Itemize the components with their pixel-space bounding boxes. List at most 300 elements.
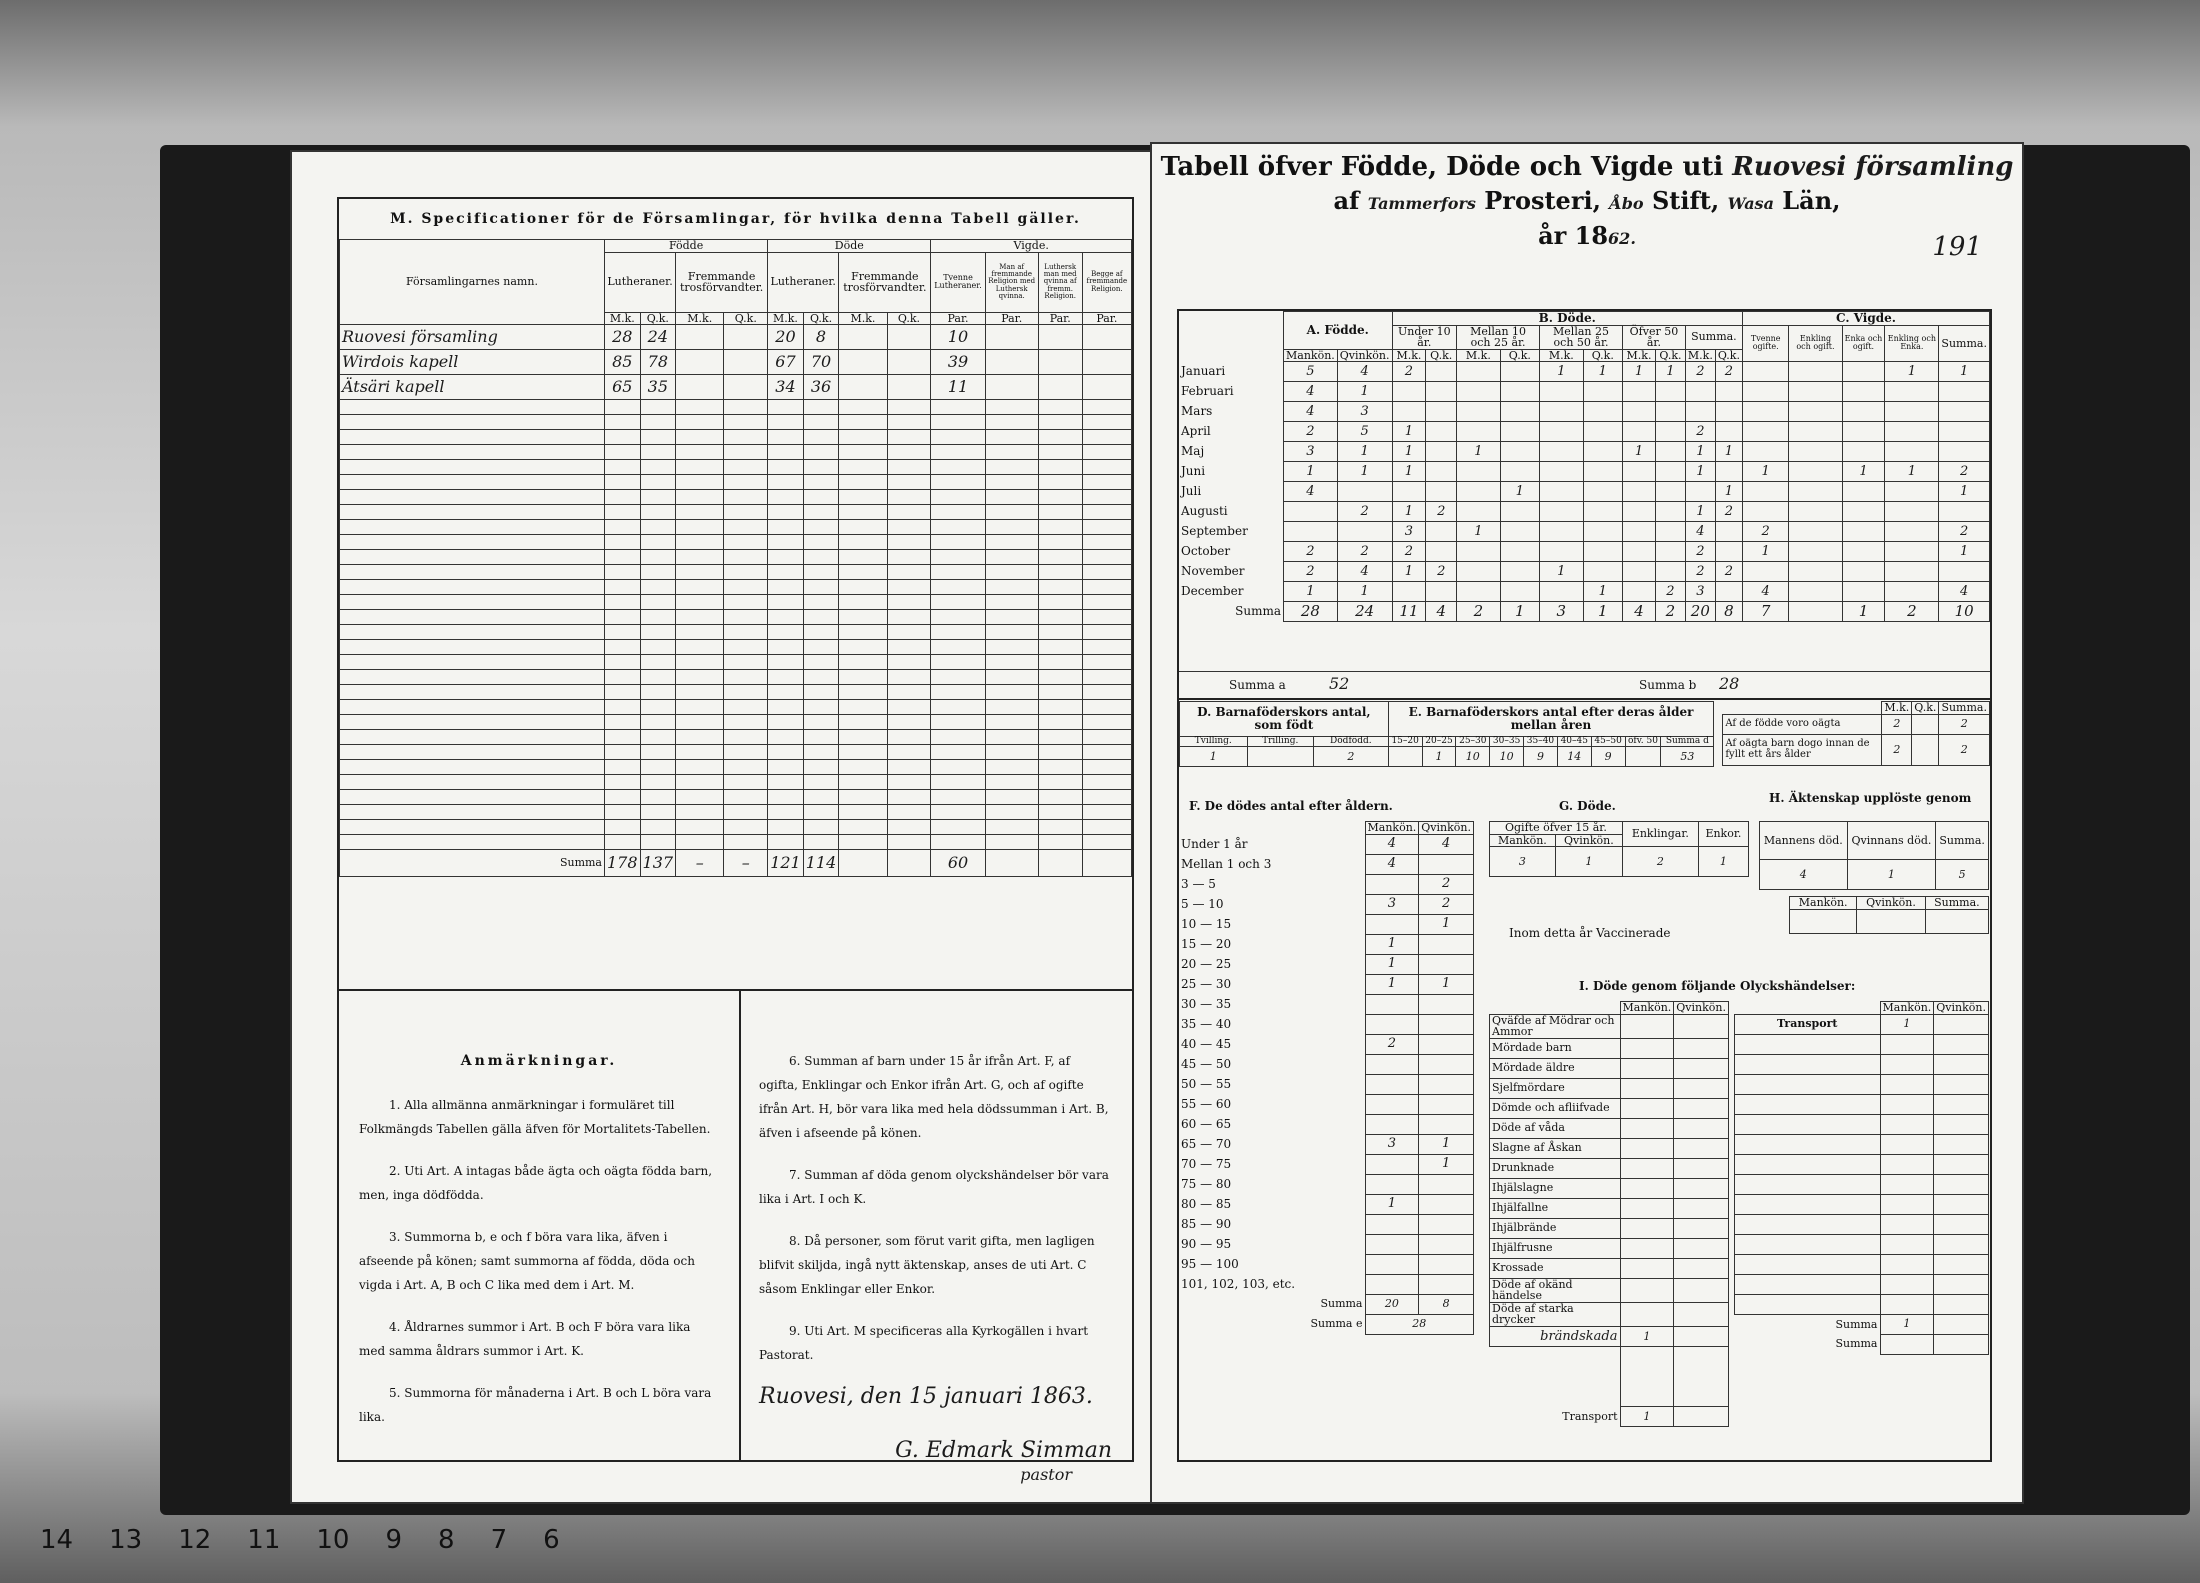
blank-cell xyxy=(1082,430,1131,445)
month-cell xyxy=(1622,522,1655,542)
sub-tvenne: Tvenne Lutheraner. xyxy=(931,252,985,312)
age-qvin: 1 xyxy=(1419,1154,1474,1174)
month-cell xyxy=(1500,382,1539,402)
blank-cell xyxy=(640,730,676,745)
blank-cell xyxy=(340,775,605,790)
age-label: Under 1 år xyxy=(1181,836,1248,851)
month-summa-cell: 10 xyxy=(1939,602,1990,622)
cause2-qvin xyxy=(1934,1054,1989,1074)
age-qvin: 1 xyxy=(1419,1134,1474,1154)
illeg-v1-qk xyxy=(1912,714,1939,734)
blank-cell xyxy=(768,805,804,820)
blank-cell xyxy=(640,595,676,610)
blank-cell xyxy=(985,835,1038,850)
blank-cell xyxy=(931,805,985,820)
blank-cell xyxy=(768,400,804,415)
cause-label: Ihjälfrusne xyxy=(1490,1238,1621,1258)
month-cell xyxy=(1885,522,1939,542)
age-row xyxy=(1179,954,1474,974)
blank-cell xyxy=(803,775,839,790)
month-cell: 4 xyxy=(1742,582,1788,602)
blank-cell xyxy=(803,730,839,745)
month-cell xyxy=(1789,562,1842,582)
cause2-man xyxy=(1880,1294,1934,1314)
month-cell xyxy=(1457,422,1500,442)
age-table xyxy=(1179,821,1474,1335)
age-label: 60 — 65 xyxy=(1181,1116,1232,1131)
blank-cell xyxy=(985,415,1038,430)
month-cell: 2 xyxy=(1655,582,1685,602)
blank-row xyxy=(340,670,1132,685)
blank-cell xyxy=(931,745,985,760)
age-label: 55 — 60 xyxy=(1181,1096,1232,1111)
b-group-summa: Summa. xyxy=(1685,325,1742,349)
cause-row xyxy=(1490,1038,1729,1058)
cause-row xyxy=(1490,1138,1729,1158)
cause-qvin xyxy=(1674,1098,1729,1118)
blank-cell xyxy=(931,790,985,805)
blank-cell xyxy=(340,670,605,685)
month-name: April xyxy=(1181,424,1211,439)
blank-cell xyxy=(1082,790,1131,805)
month-cell xyxy=(1500,462,1539,482)
month-row xyxy=(1179,442,1990,462)
age-qvin xyxy=(1419,1214,1474,1234)
cause-qvin xyxy=(1674,1014,1729,1038)
blank-cell xyxy=(605,610,641,625)
month-cell xyxy=(1885,482,1939,502)
month-cell: 1 xyxy=(1337,442,1392,462)
notes-title: Anmärkningar. xyxy=(460,1053,618,1069)
summa-row xyxy=(340,850,1132,877)
blank-cell xyxy=(931,775,985,790)
month-cell xyxy=(1622,582,1655,602)
note-item: 1. Alla allmänna anmärkningar i formuläret till Folkmängds Tabellen gälla äfven för Mortalitets-Tabellen. xyxy=(359,1098,711,1136)
blank-cell xyxy=(340,625,605,640)
month-cell xyxy=(1715,422,1742,442)
blank-cell xyxy=(676,715,724,730)
age-man xyxy=(1365,1074,1419,1094)
age-man xyxy=(1365,994,1419,1014)
h-col-qvinnans: Qvinnans död. xyxy=(1847,822,1936,860)
cause-qvin xyxy=(1674,1078,1729,1098)
cause2-label xyxy=(1735,1234,1881,1254)
month-cell xyxy=(1583,462,1622,482)
blank-cell xyxy=(640,445,676,460)
blank-cell xyxy=(931,685,985,700)
age-label: 65 — 70 xyxy=(1181,1136,1232,1151)
parish-row-cell: 65 xyxy=(605,375,641,400)
month-rows xyxy=(1179,362,1990,622)
month-cell xyxy=(1715,402,1742,422)
blank-cell xyxy=(887,775,931,790)
summa-cell: – xyxy=(676,850,724,877)
month-cell xyxy=(1426,482,1457,502)
blank-cell xyxy=(1038,430,1082,445)
blank-cell xyxy=(605,625,641,640)
blank-cell xyxy=(768,790,804,805)
blank-cell xyxy=(640,835,676,850)
age-man xyxy=(1365,1054,1419,1074)
month-cell xyxy=(1715,382,1742,402)
month-cell xyxy=(1789,462,1842,482)
parish-row-cell xyxy=(1082,325,1131,350)
blank-cell xyxy=(1082,625,1131,640)
unit-6: M.k. xyxy=(839,312,887,325)
col-parish-name: Församlingarnes namn. xyxy=(340,240,605,325)
b-unit-qk: Q.k. xyxy=(1500,349,1539,362)
age-qvin xyxy=(1419,1094,1474,1114)
blank-cell xyxy=(839,475,887,490)
month-cell xyxy=(1583,502,1622,522)
blank-cell xyxy=(605,565,641,580)
cause2-qvin xyxy=(1934,1174,1989,1194)
notes-list-2 xyxy=(759,1049,1112,1367)
month-name: Juli xyxy=(1181,484,1202,499)
blank-cell xyxy=(887,595,931,610)
month-cell xyxy=(1789,502,1842,522)
month-cell xyxy=(1284,522,1338,542)
month-cell: 2 xyxy=(1392,542,1426,562)
parish-row-cell xyxy=(724,325,768,350)
g-col-enkor: Enkor. xyxy=(1698,822,1748,847)
parish-row-cell: 28 xyxy=(605,325,641,350)
blank-cell xyxy=(724,760,768,775)
age-row xyxy=(1179,1214,1474,1234)
month-cell: 2 xyxy=(1685,362,1715,382)
month-cell: 2 xyxy=(1284,562,1338,582)
c-enkling-ogift: Enkling och ogift. xyxy=(1789,325,1842,362)
accident-table-2 xyxy=(1734,1001,1989,1355)
blank-cell xyxy=(803,445,839,460)
month-cell xyxy=(1457,562,1500,582)
cause-man xyxy=(1620,1078,1674,1098)
c-enka-ogift: Enka och ogift. xyxy=(1842,325,1885,362)
blank-cell xyxy=(640,790,676,805)
month-cell: 1 xyxy=(1392,502,1426,522)
blank-cell xyxy=(768,715,804,730)
page-number: 191 xyxy=(1932,232,1982,262)
blank-cell xyxy=(640,640,676,655)
b-unit-mk: M.k. xyxy=(1392,349,1426,362)
blank-cell xyxy=(887,520,931,535)
cause2-qvin xyxy=(1934,1074,1989,1094)
blank-cell xyxy=(887,490,931,505)
blank-cell xyxy=(931,520,985,535)
month-cell xyxy=(1655,442,1685,462)
year-prefix: år 18 xyxy=(1538,221,1609,250)
g-val-enkor: 1 xyxy=(1698,847,1748,877)
month-cell: 1 xyxy=(1284,462,1338,482)
blank-cell xyxy=(1082,580,1131,595)
measuring-ruler xyxy=(40,1525,596,1555)
blank-cell xyxy=(605,490,641,505)
month-row xyxy=(1179,422,1990,442)
b-group-25-50: Mellan 25 och 50 år. xyxy=(1540,325,1623,349)
blank-cell xyxy=(340,535,605,550)
month-cell xyxy=(1622,542,1655,562)
age-label: 70 — 75 xyxy=(1181,1156,1232,1171)
illeg-v2-qk xyxy=(1912,734,1939,765)
signature-title: pastor xyxy=(1020,1465,1072,1484)
month-cell xyxy=(1426,382,1457,402)
month-cell: 1 xyxy=(1885,362,1939,382)
unit-10: Par. xyxy=(1038,312,1082,325)
cause-qvin xyxy=(1674,1058,1729,1078)
month-name: Juni xyxy=(1181,464,1206,479)
blank-cell xyxy=(676,745,724,760)
g-val-man: 3 xyxy=(1490,847,1556,877)
month-cell: 1 xyxy=(1457,442,1500,462)
cause-man xyxy=(1620,1138,1674,1158)
group-vigde: Vigde. xyxy=(931,240,1132,253)
d-val: 1 xyxy=(1180,747,1248,767)
age-row xyxy=(1179,914,1474,934)
month-cell xyxy=(1583,482,1622,502)
e-val xyxy=(1625,747,1661,767)
blank-cell xyxy=(839,565,887,580)
e-col: 25–30 xyxy=(1456,737,1490,747)
b-unit-mk: M.k. xyxy=(1540,349,1583,362)
month-cell xyxy=(1500,502,1539,522)
blank-cell xyxy=(340,445,605,460)
month-cell xyxy=(1842,522,1885,542)
blank-cell xyxy=(640,625,676,640)
parish-row-cell xyxy=(676,375,724,400)
month-cell xyxy=(1685,482,1715,502)
cause-man xyxy=(1620,1158,1674,1178)
age-label: 35 — 40 xyxy=(1181,1016,1232,1031)
blank-cell xyxy=(985,580,1038,595)
blank-cell xyxy=(931,430,985,445)
blank-cell xyxy=(676,445,724,460)
blank-cell xyxy=(640,655,676,670)
age-row xyxy=(1179,854,1474,874)
age-man: 1 xyxy=(1365,934,1419,954)
parish-row-cell xyxy=(676,325,724,350)
blank-cell xyxy=(340,610,605,625)
blank-cell xyxy=(676,625,724,640)
month-cell xyxy=(1655,382,1685,402)
blank-cell xyxy=(1038,400,1082,415)
blank-cell xyxy=(724,535,768,550)
age-label: 45 — 50 xyxy=(1181,1056,1232,1071)
month-cell xyxy=(1500,562,1539,582)
blank-cell xyxy=(985,730,1038,745)
blank-row xyxy=(340,520,1132,535)
month-cell xyxy=(1842,422,1885,442)
cause2-row xyxy=(1735,1054,1989,1074)
e-val: 9 xyxy=(1524,747,1558,767)
month-cell: 2 xyxy=(1337,502,1392,522)
month-summa-cell: 8 xyxy=(1715,602,1742,622)
blank-cell xyxy=(887,625,931,640)
month-cell xyxy=(1583,422,1622,442)
vacc-val-man xyxy=(1790,909,1857,933)
blank-cell xyxy=(724,805,768,820)
note-item: 9. Uti Art. M specificeras alla Kyrkogällen i hvart Pastorat. xyxy=(759,1324,1089,1362)
blank-cell xyxy=(340,565,605,580)
blank-cell xyxy=(803,550,839,565)
month-summa-cell: 2 xyxy=(1655,602,1685,622)
month-cell: 1 xyxy=(1392,462,1426,482)
month-cell: 3 xyxy=(1337,402,1392,422)
transport-in-label: Transport xyxy=(1735,1014,1881,1034)
blank-cell xyxy=(605,700,641,715)
month-summa-cell xyxy=(1789,602,1842,622)
blank-cell xyxy=(768,655,804,670)
summa-e-value: 28 xyxy=(1365,1314,1474,1334)
blank-cell xyxy=(724,775,768,790)
blank-cell xyxy=(887,400,931,415)
blank-cell xyxy=(887,685,931,700)
cause-qvin xyxy=(1674,1038,1729,1058)
g-val-qvin: 1 xyxy=(1555,847,1622,877)
blank-cell xyxy=(931,640,985,655)
blank-row xyxy=(340,400,1132,415)
blank-cell xyxy=(676,400,724,415)
blank-cell xyxy=(985,610,1038,625)
month-cell: 1 xyxy=(1742,542,1788,562)
month-name: Augusti xyxy=(1181,504,1228,519)
header-line-3 xyxy=(1152,221,2022,250)
age-man xyxy=(1365,1114,1419,1134)
cause2-qvin xyxy=(1934,1094,1989,1114)
ruler-mark: 9 xyxy=(385,1525,403,1555)
ruler-mark: 7 xyxy=(490,1525,508,1555)
age-col-head xyxy=(1179,822,1365,835)
h-val-mannens: 4 xyxy=(1760,860,1848,890)
blank-cell xyxy=(340,415,605,430)
blank-cell xyxy=(1082,835,1131,850)
blank-cell xyxy=(640,610,676,625)
cause-label: Krossade xyxy=(1490,1258,1621,1278)
month-cell: 1 xyxy=(1622,442,1655,462)
month-cell: 4 xyxy=(1939,582,1990,602)
blank-cell xyxy=(803,715,839,730)
b-unit-qk: Q.k. xyxy=(1715,349,1742,362)
blank-cell xyxy=(340,790,605,805)
summa-cell: – xyxy=(724,850,768,877)
month-cell xyxy=(1583,522,1622,542)
blank-cell xyxy=(839,775,887,790)
month-cell: 1 xyxy=(1457,522,1500,542)
cause2-qvin xyxy=(1934,1254,1989,1274)
specification-title: M. Specificationer för de Församlingar, för hvilka denna Tabell gäller. xyxy=(390,211,1081,227)
blank-cell xyxy=(931,835,985,850)
cause2-row xyxy=(1735,1134,1989,1154)
blank-cell xyxy=(839,580,887,595)
age-man xyxy=(1365,1214,1419,1234)
month-summa-cell: 2 xyxy=(1885,602,1939,622)
vacc-val-summa xyxy=(1925,909,1988,933)
blank-cell xyxy=(768,445,804,460)
summa-cell: 137 xyxy=(640,850,676,877)
e-col: 20–25 xyxy=(1422,737,1456,747)
blank-cell xyxy=(1082,745,1131,760)
blank-cell xyxy=(985,475,1038,490)
month-cell xyxy=(1789,362,1842,382)
blank-row xyxy=(340,595,1132,610)
month-cell xyxy=(1392,382,1426,402)
blank-cell xyxy=(1082,820,1131,835)
summa-cell xyxy=(985,850,1038,877)
a-unit-man: Mankön. xyxy=(1284,349,1338,362)
age-row xyxy=(1179,994,1474,1014)
section-g-head: G. Döde. xyxy=(1559,799,1616,813)
blank-cell xyxy=(340,805,605,820)
cause-spacer-m xyxy=(1620,1346,1674,1407)
blank-cell xyxy=(839,490,887,505)
prosteri-label: Prosteri, xyxy=(1484,186,1601,215)
blank-cell xyxy=(803,475,839,490)
blank-cell xyxy=(887,760,931,775)
blank-cell xyxy=(605,580,641,595)
year-suffix: 62. xyxy=(1608,229,1636,248)
month-cell xyxy=(1939,402,1990,422)
parish-row-cell: 20 xyxy=(768,325,804,350)
month-cell: 2 xyxy=(1426,502,1457,522)
blank-cell xyxy=(640,685,676,700)
g-table xyxy=(1489,821,1749,877)
cause-label: Döde af okänd händelse xyxy=(1490,1278,1621,1302)
month-cell: 3 xyxy=(1685,582,1715,602)
cause-qvin xyxy=(1674,1118,1729,1138)
blank-cell xyxy=(605,760,641,775)
blank-cell xyxy=(803,505,839,520)
blank-cell xyxy=(1038,715,1082,730)
blank-cell xyxy=(724,685,768,700)
blank-cell xyxy=(605,595,641,610)
month-cell xyxy=(1655,422,1685,442)
cause2-qvin xyxy=(1934,1134,1989,1154)
blank-row xyxy=(340,820,1132,835)
month-cell xyxy=(1789,402,1842,422)
note-item: 6. Summan af barn under 15 år ifrån Art. F, af ogifta, Enklingar och Enkor ifrån Art. G, och af ogifte ifrån Art. H, bör vara lika med hela dödssumman i Art. B, äfven i afseende på könen. xyxy=(759,1054,1109,1140)
blank-cell xyxy=(803,580,839,595)
blank-cell xyxy=(768,700,804,715)
blank-cell xyxy=(640,475,676,490)
blank-cell xyxy=(676,460,724,475)
age-label: 3 — 5 xyxy=(1181,876,1216,891)
blank-cell xyxy=(676,655,724,670)
age-row xyxy=(1179,1134,1474,1154)
month-cell xyxy=(1885,562,1939,582)
age-man xyxy=(1365,1274,1419,1294)
blank-cell xyxy=(803,460,839,475)
blank-cell xyxy=(724,430,768,445)
blank-cell xyxy=(340,760,605,775)
blank-cell xyxy=(1038,520,1082,535)
blank-cell xyxy=(803,820,839,835)
summa-cell xyxy=(1038,850,1082,877)
unit-0: M.k. xyxy=(605,312,641,325)
c-enkling-enka: Enkling och Enka. xyxy=(1885,325,1939,362)
cause2-man xyxy=(1880,1094,1934,1114)
illegitimate-table xyxy=(1722,701,1990,766)
parish-row-cell xyxy=(887,325,931,350)
blank-cell xyxy=(839,505,887,520)
blank-cell xyxy=(605,505,641,520)
blank-cell xyxy=(1082,700,1131,715)
unit-3: Q.k. xyxy=(724,312,768,325)
cause2-row xyxy=(1735,1194,1989,1214)
parish-row-cell xyxy=(1038,350,1082,375)
blank-cell xyxy=(640,505,676,520)
blank-cell xyxy=(724,490,768,505)
note-item: 5. Summorna för månaderna i Art. B och L böra vara lika. xyxy=(359,1386,712,1424)
month-cell xyxy=(1885,402,1939,422)
